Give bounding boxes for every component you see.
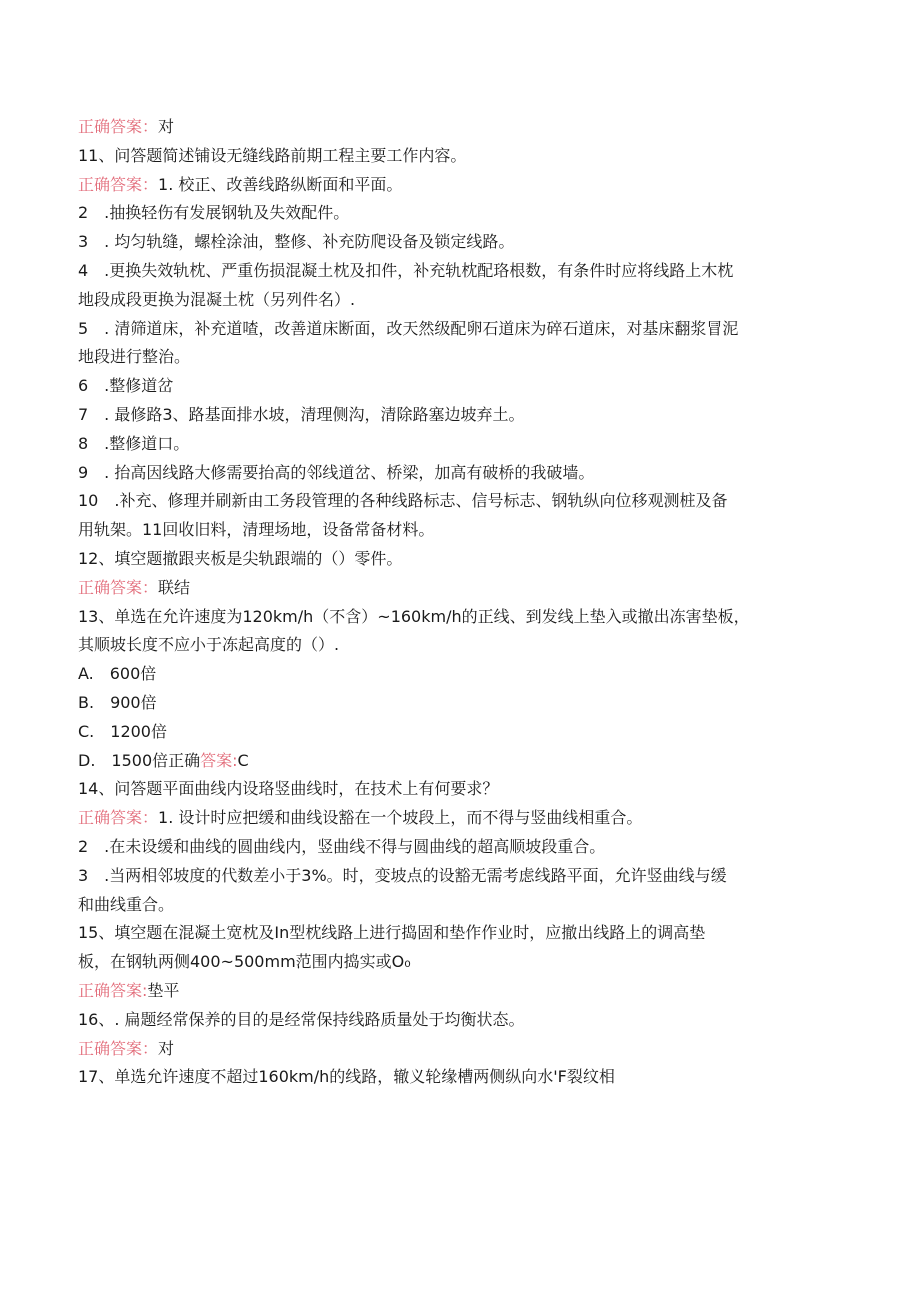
answer-label: 正确答案:: [78, 980, 148, 1000]
line-text: 16、. 扁题经常保养的目的是经常保持线路质量处于均衡状态。: [78, 1009, 525, 1029]
answer-text: 1. 设计时应把缓和曲线设豁在一个坡段上，而不得与竖曲线相重合。: [158, 808, 643, 828]
line-text: 13、单选在允许速度为120km/h（不含）~160km/h的正线、到发线上垫入或撤出冻害垫板，: [78, 606, 750, 626]
line-text: 10 .补充、修理并刷新由工务段管理的各种线路标志、信号标志、钢轨纵向位移观测桩及备: [78, 491, 728, 511]
option-line: [78, 718, 840, 747]
text-line: [78, 343, 840, 372]
answer-label: 正确答案：: [78, 808, 159, 828]
text-line: [78, 862, 840, 891]
line-text: 其顺坡长度不应小于冻起高度的（）.: [78, 635, 340, 655]
line-text: 地段进行整治。: [78, 347, 191, 367]
line-text: 9 . 抬高因线路大修需要抬高的邻线道岔、桥梁，加高有破桥的我破墙。: [78, 462, 595, 482]
line-text: 板，在钢轨两侧400~500mm范围内捣实或O₀: [78, 952, 411, 972]
line-text: 12、填空题撤跟夹板是尖轨跟端的（）零件。: [78, 548, 403, 568]
line-text: 5 . 清筛道床，补充道喳，改善道床断面，改天然级配卵石道床为碎石道床，对基床翻浆冒泥: [78, 318, 739, 338]
text-line: [78, 401, 840, 430]
option-text: D. 1500倍正确: [78, 750, 201, 770]
answer-label: 答案:: [200, 750, 238, 770]
question-line: [78, 775, 840, 804]
line-text: 6 .整修道岔: [78, 376, 174, 396]
option-text: A. 600倍: [78, 664, 157, 684]
answer-text: C: [237, 750, 249, 770]
answer-text: 对: [158, 1038, 175, 1058]
line-text: 地段成段更换为混凝土枕（另列件名）.: [78, 289, 356, 309]
line-text: 7 . 最修路3、路基面排水坡，清理侧沟，清除路塞边坡弃土。: [78, 404, 525, 424]
line-text: 17、单选允许速度不超过160km/h的线路，辙义轮缘槽两侧纵向水'F裂纹相: [78, 1067, 615, 1087]
answer-line: [78, 113, 840, 142]
option-line: [78, 660, 840, 689]
option-line: [78, 689, 840, 718]
answer-text: 1. 校正、改善线路纵断面和平面。: [158, 174, 403, 194]
document-page: [78, 113, 840, 1092]
line-text: 2 .在未设缓和曲线的圆曲线内，竖曲线不得与圆曲线的超高顺坡段重合。: [78, 836, 606, 856]
question-line: [78, 142, 840, 171]
text-line: [78, 228, 840, 257]
question-line: [78, 1063, 840, 1092]
option-text: B. 900倍: [78, 692, 157, 712]
line-text: 14、问答题平面曲线内设珞竖曲线时，在技术上有何要求？: [78, 779, 499, 799]
text-line: [78, 487, 840, 516]
question-line: [78, 603, 840, 632]
line-text: 用轨架。11回收旧料，清理场地，设备常备材料。: [78, 520, 435, 540]
line-text: 3 .当两相邻坡度的代数差小于3%。时，变坡点的设豁无需考虑线路平面，允许竖曲线与缓: [78, 865, 727, 885]
answer-text: 对: [158, 117, 175, 136]
answer-line: [78, 977, 840, 1006]
answer-label: 正确答案：: [78, 174, 159, 194]
answer-label: 正确答案：: [78, 1038, 159, 1058]
line-text: 15、填空题在混凝土宽枕及In型枕线路上进行捣固和垫作作业时，应撤出线路上的调高垫: [78, 923, 706, 943]
text-line: [78, 372, 840, 401]
text-line: [78, 430, 840, 459]
text-line: [78, 891, 840, 920]
text-line: [78, 199, 840, 228]
answer-line: [78, 574, 840, 603]
question-line: [78, 919, 840, 948]
answer-line: [78, 171, 840, 200]
question-line: [78, 631, 840, 660]
answer-line: [78, 1035, 840, 1064]
line-text: 8 .整修道口。: [78, 433, 190, 453]
answer-text: 垫平: [147, 980, 180, 1000]
line-text: 和曲线重合。: [78, 894, 175, 914]
text-line: [78, 459, 840, 488]
answer-label: 正确答案：: [78, 117, 159, 136]
line-text: 2 .抽换轻伤有发展钢轨及失效配件。: [78, 203, 350, 223]
question-line: [78, 545, 840, 574]
line-text: 4 .更换失效轨枕、严重伤损混凝土枕及扣件，补充轨枕配珞根数，有条件时应将线路上木枕: [78, 260, 734, 280]
text-line: [78, 315, 840, 344]
line-text: 11、问答题简述铺设无缝线路前期工程主要工作内容。: [78, 145, 467, 165]
answer-text: 联结: [158, 577, 191, 597]
question-line: [78, 948, 840, 977]
answer-label: 正确答案：: [78, 577, 159, 597]
text-line: [78, 286, 840, 315]
option-line: [78, 747, 840, 776]
text-line: [78, 516, 840, 545]
question-line: [78, 1006, 840, 1035]
answer-line: [78, 804, 840, 833]
line-text: 3 . 均匀轨缝，螺栓涂油，整修、补充防爬设备及锁定线路。: [78, 232, 515, 252]
text-line: [78, 833, 840, 862]
option-text: C. 1200倍: [78, 721, 167, 741]
text-line: [78, 257, 840, 286]
